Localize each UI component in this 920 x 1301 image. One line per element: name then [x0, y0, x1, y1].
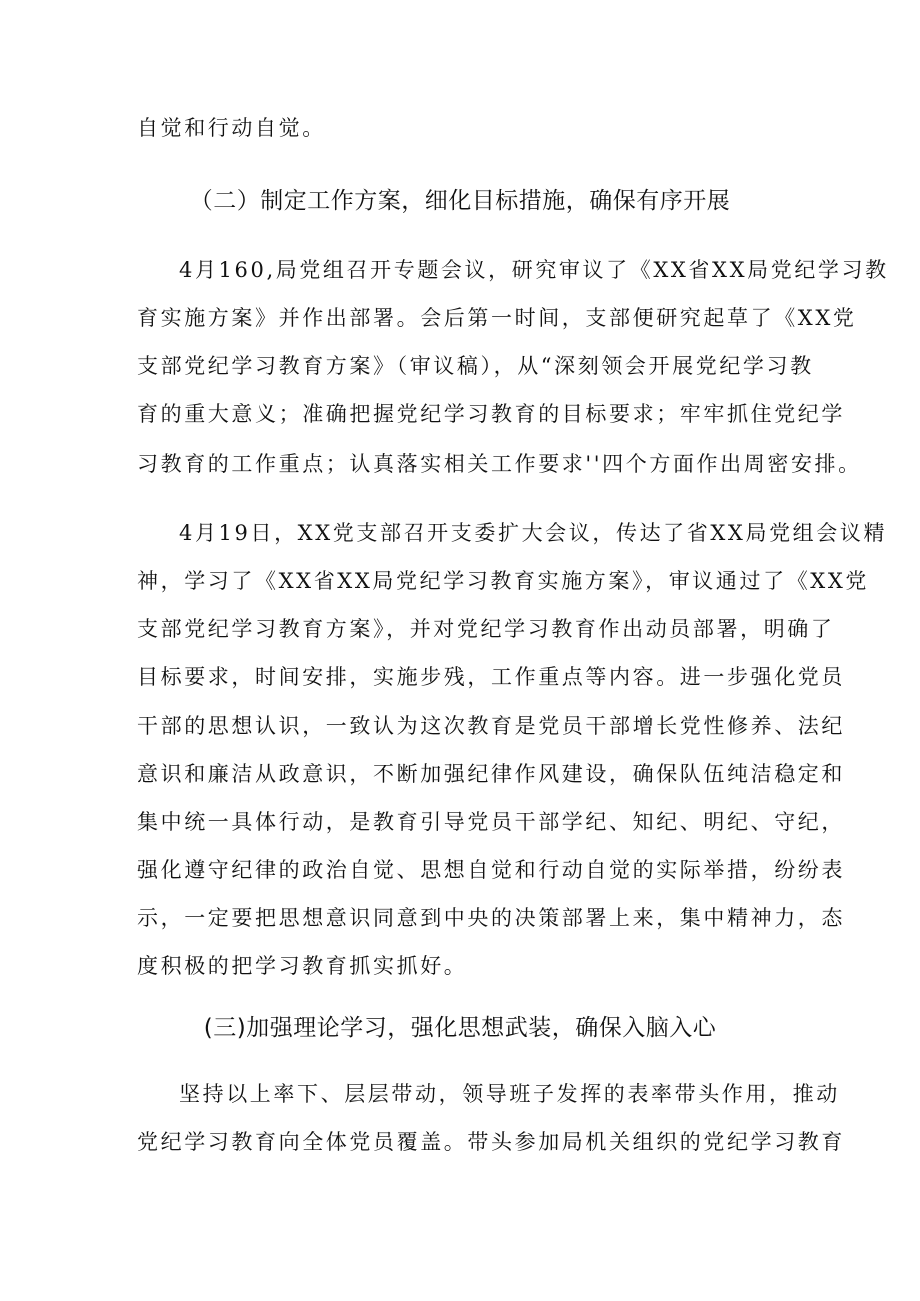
paragraph-line: 育的重大意义；准确把握党纪学习教育的目标要求；牢牢抓住党纪学: [137, 402, 845, 426]
paragraph-line: 示，一定要把思想意识同意到中央的决策部署上来，集中精神力，态: [137, 906, 845, 930]
paragraph-line: 育实施方案》并作出部署。会后第一时间，支部便研究起草了《XX党: [137, 306, 857, 330]
paragraph-line: 习教育的工作重点；认真落实相关工作要求''四个方面作出周密安排。: [137, 452, 862, 476]
paragraph-line: 干部的思想认识，一致认为这次教育是党员干部增长党性修养、法纪: [137, 714, 845, 738]
section-heading-3: (三)加强理论学习，强化思想武装，确保入脑入心: [203, 1015, 717, 1041]
section-heading-2: （二）制定工作方案，细化目标措施，确保有序开展: [189, 188, 731, 214]
paragraph-line: 度积极的把学习教育抓实抓好。: [137, 954, 468, 978]
paragraph-line: 意识和廉洁从政意识，不断加强纪律作风建设，确保队伍纯洁稳定和: [137, 762, 845, 786]
paragraph-line: 目标要求，时间安排，实施步残，工作重点等内容。进一步强化党员: [137, 665, 845, 689]
paragraph-line: 党纪学习教育向全体党员覆盖。带头参加局机关组织的党纪学习教育: [137, 1130, 845, 1154]
paragraph-line: 坚持以上率下、层层带动，领导班子发挥的表率带头作用，推动: [179, 1082, 840, 1106]
paragraph-line: 神，学习了《XX省XX局党纪学习教育实施方案》，审议通过了《XX党: [137, 569, 869, 593]
paragraph-line: 集中统一具体行动，是教育引导党员干部学纪、知纪、明纪、守纪，: [137, 810, 845, 834]
paragraph-line: 支部党纪学习教育方案》（审议稿），从“深刻领会开展党纪学习教: [137, 354, 814, 378]
paragraph-line: 支部党纪学习教育方案》，并对党纪学习教育作出动员部署，明确了: [137, 617, 835, 641]
paragraph-line: 4月19日，XX党支部召开支委扩大会议，传达了省XX局党组会议精: [179, 521, 888, 545]
paragraph-continuation: 自觉和行动自觉。: [137, 116, 326, 140]
paragraph-line: 4月160,局党组召开专题会议，研究审议了《XX省XX局党纪学习教: [179, 258, 889, 282]
paragraph-line: 强化遵守纪律的政治自觉、思想自觉和行动自觉的实际举措，纷纷表: [137, 858, 845, 882]
